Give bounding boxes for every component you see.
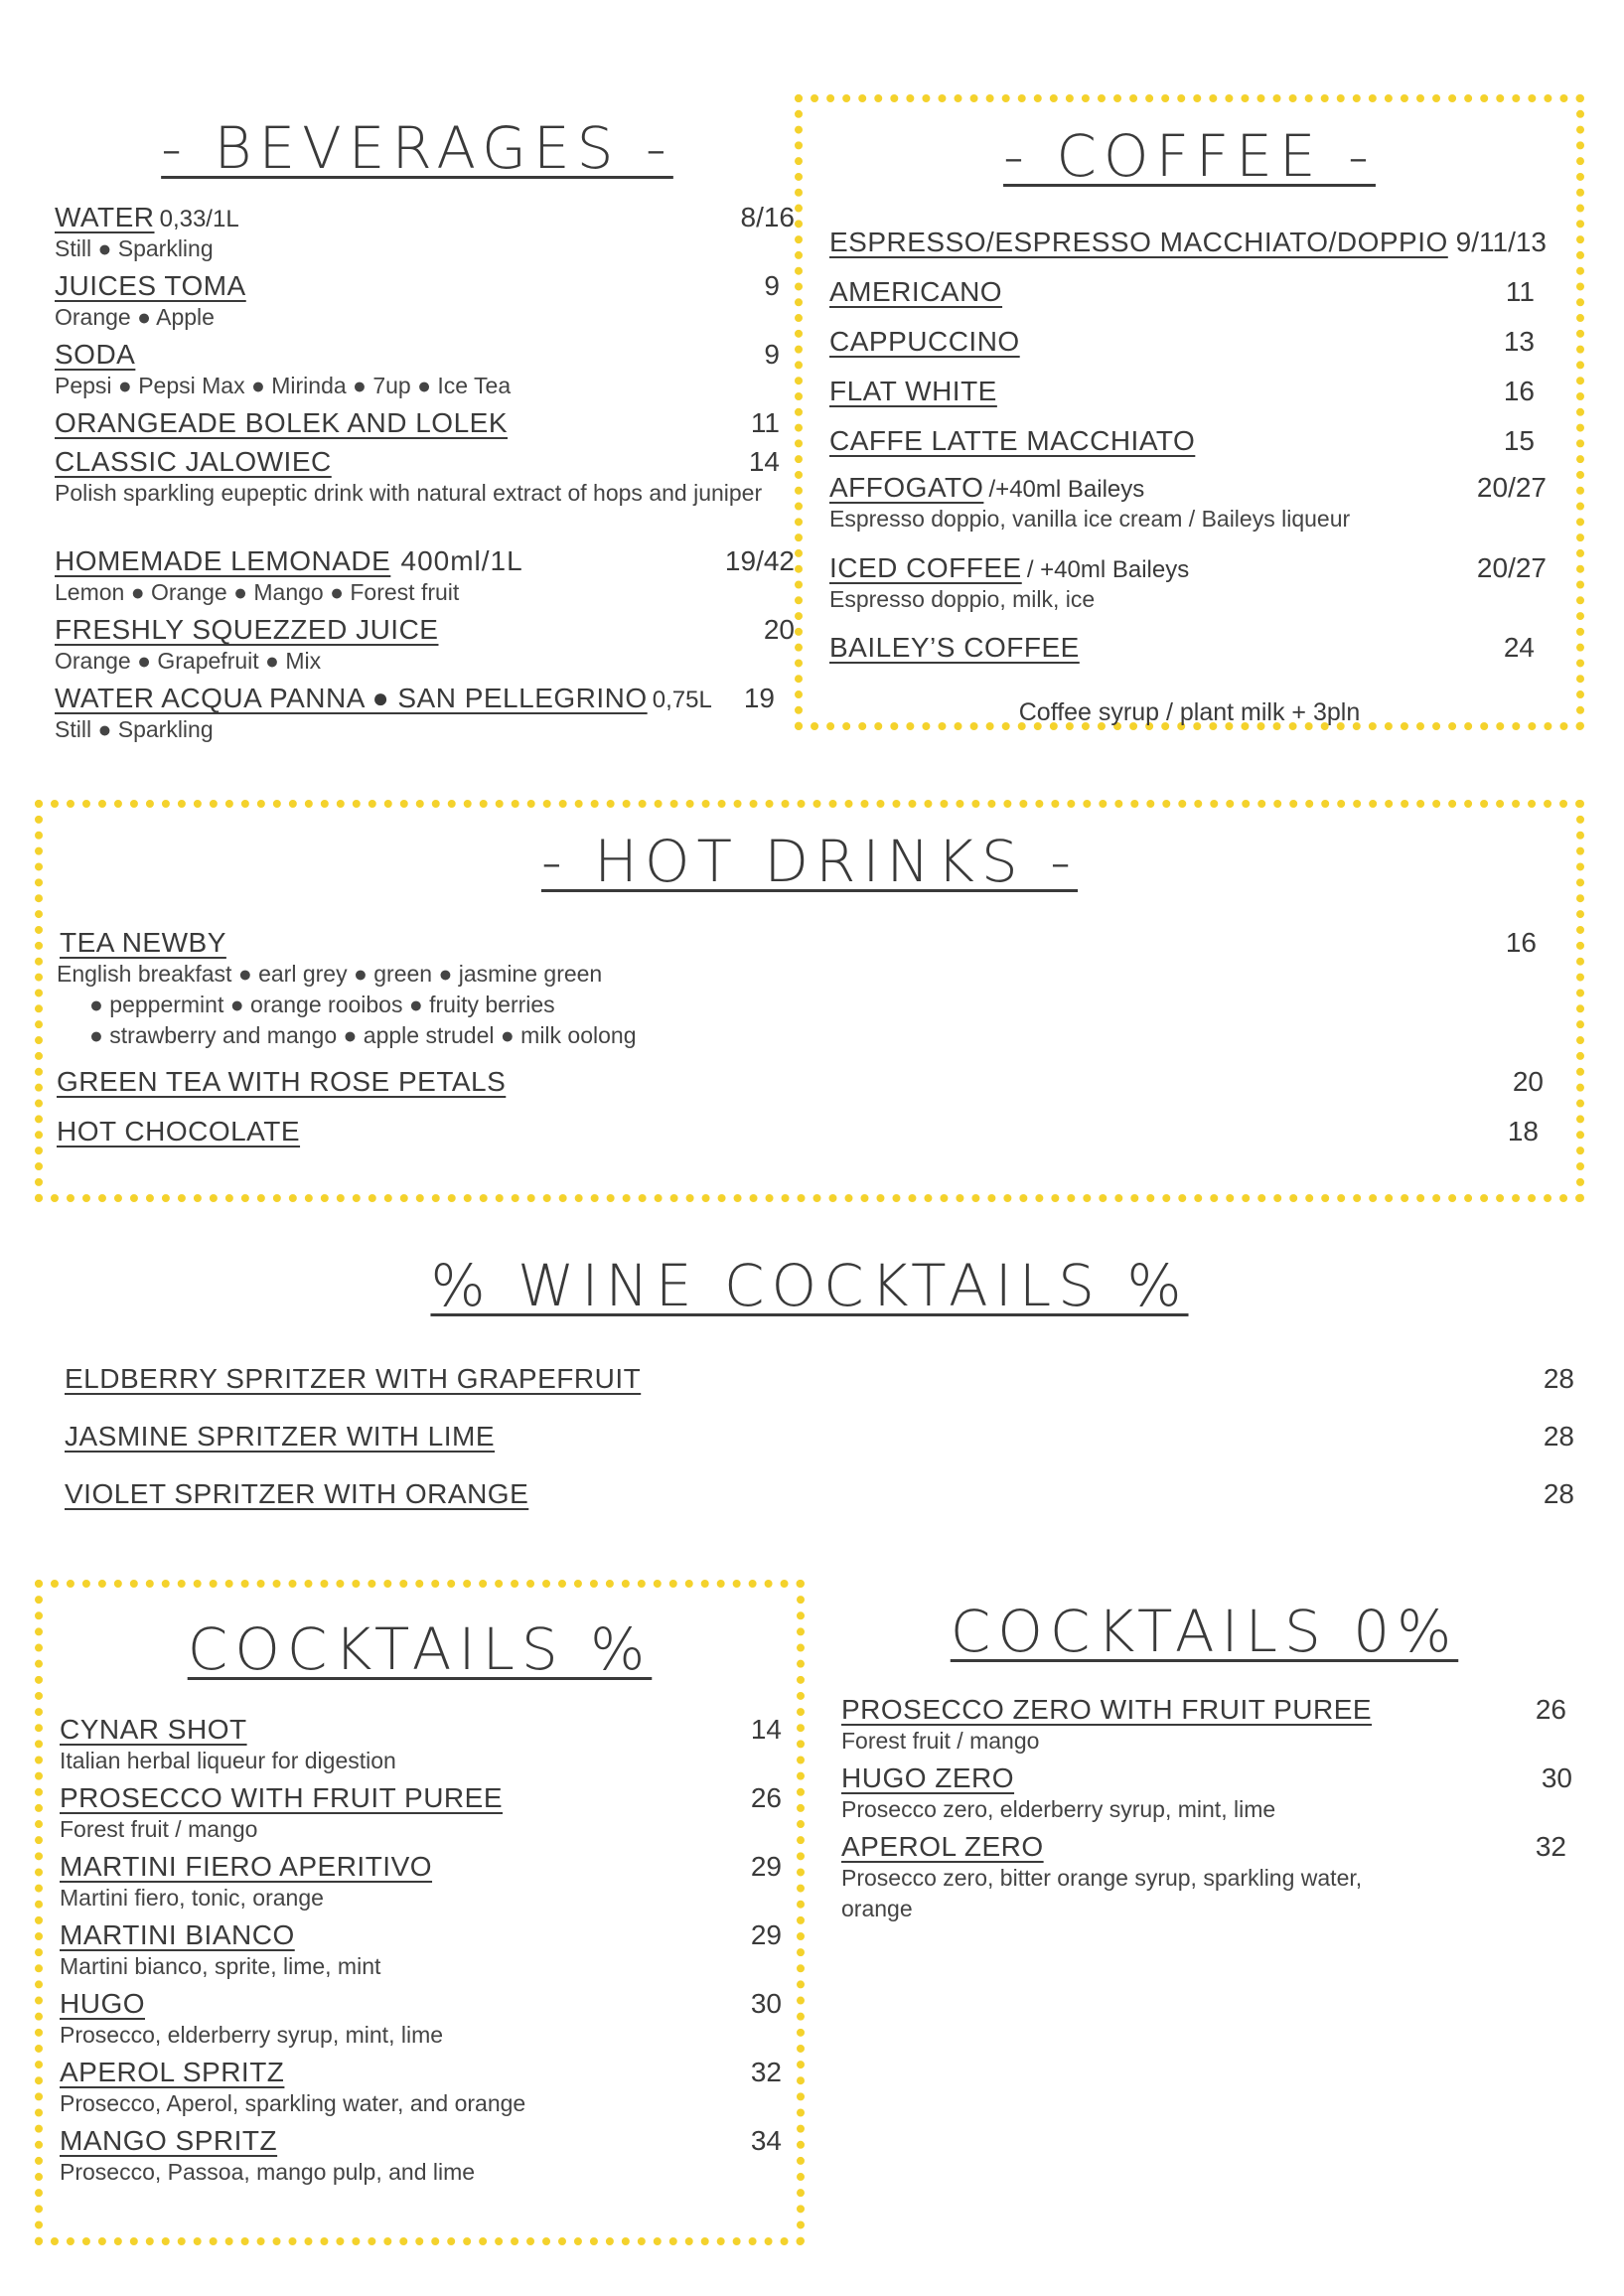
cocktails-section [35, 1580, 805, 2245]
item-addon: / +40ml Baileys [1026, 556, 1190, 583]
item-price: 26 [1535, 1694, 1566, 1725]
item-price: 9 [764, 270, 780, 301]
menu-item [829, 326, 1020, 358]
item-name: WATER ACQUA PANNA ● SAN PELLEGRINO [55, 683, 648, 713]
menu-item [829, 227, 1448, 258]
item-price: 13 [1503, 326, 1535, 357]
item-description: Still ● Sparkling [55, 716, 214, 742]
item-name: MARTINI BIANCO [60, 1919, 295, 1950]
item-name: FLAT WHITE [829, 376, 997, 406]
item-name: AMERICANO [829, 276, 1003, 307]
menu-item [55, 202, 651, 264]
item-price: 15 [1503, 425, 1535, 456]
menu-item [841, 1831, 1457, 1924]
menu-item [60, 1988, 656, 2051]
item-name: TEA NEWBY [60, 927, 226, 958]
item-price: 9/11/13 [1455, 227, 1547, 257]
item-name: MARTINI FIERO APERITIVO [60, 1851, 433, 1882]
item-name: ELDBERRY SPRITZER WITH GRAPEFRUIT [65, 1363, 642, 1394]
item-description: Martini fiero, tonic, orange [60, 1885, 324, 1911]
menu-item [829, 632, 1080, 664]
item-description: Italian herbal liqueur for digestion [60, 1748, 396, 1773]
item-price: 32 [1535, 1831, 1566, 1862]
item-name: ORANGEADE BOLEK AND LOLEK [55, 407, 508, 438]
item-price: 29 [750, 1919, 782, 1950]
item-name: ICED COFFEE [829, 552, 1022, 583]
item-volume: 400ml/1L [400, 545, 523, 576]
item-description: ● peppermint ● orange rooibos ● fruity berries [89, 992, 555, 1017]
hot-drinks-title: - HOT DRINKS - [540, 828, 1079, 895]
menu-item [829, 472, 1445, 535]
item-price: 28 [1543, 1363, 1574, 1394]
menu-item [841, 1694, 1457, 1757]
item-price: 28 [1543, 1421, 1574, 1452]
hot-drinks-section [35, 800, 1584, 1202]
beverages-title: - BEVERAGES - [161, 114, 673, 182]
item-description: Polish sparkling eupeptic drink with natural extract of hops and juniper [55, 480, 763, 506]
menu-item [829, 276, 1002, 308]
coffee-title: - COFFEE - [1003, 122, 1376, 190]
item-price: 19 [743, 683, 775, 713]
item-price: 19/42 [724, 545, 795, 576]
item-name: HOT CHOCOLATE [57, 1116, 301, 1147]
item-description: Prosecco, elderberry syrup, mint, lime [60, 2022, 444, 2048]
item-price: 30 [750, 1988, 782, 2019]
item-name: GREEN TEA WITH ROSE PETALS [57, 1066, 507, 1097]
menu-item [60, 1851, 656, 1913]
coffee-addon-note: Coffee syrup / plant milk + 3pln [1018, 698, 1361, 726]
item-price: 18 [1507, 1116, 1539, 1147]
coffee-section [795, 94, 1584, 730]
cocktails-zero-title: COCKTAILS 0% [950, 1598, 1459, 1665]
item-name: JUICES TOMA [55, 270, 246, 301]
menu-item [57, 1116, 300, 1148]
menu-item [841, 1762, 1457, 1825]
item-description: Prosecco, Aperol, sparkling water, and orange [60, 2090, 526, 2116]
item-volume: 0,75L [652, 687, 712, 713]
menu-item [65, 1421, 495, 1453]
item-price: 26 [750, 1782, 782, 1813]
item-name: CAFFE LATTE MACCHIATO [829, 425, 1196, 456]
item-price: 20/27 [1476, 552, 1547, 583]
item-name: PROSECCO ZERO WITH FRUIT PUREE [841, 1694, 1373, 1725]
item-price: 16 [1505, 927, 1537, 958]
menu-item [829, 552, 1445, 615]
wine-cocktails-section [35, 1232, 1584, 1530]
item-description: Prosecco zero, bitter orange syrup, sparkling water, orange [841, 1865, 1363, 1921]
menu-item [829, 425, 1195, 457]
item-description: English breakfast ● earl grey ● green ● jasmine green [57, 961, 603, 987]
item-name: AFFOGATO [829, 472, 984, 503]
menu-item [65, 1478, 528, 1510]
item-description: Martini bianco, sprite, lime, mint [60, 1953, 381, 1979]
item-description: Orange ● Grapefruit ● Mix [55, 648, 322, 674]
item-price: 16 [1503, 376, 1535, 406]
item-name: PROSECCO WITH FRUIT PUREE [60, 1782, 504, 1813]
item-price: 24 [1503, 632, 1535, 663]
item-name: WATER [55, 202, 155, 232]
menu-item [55, 545, 690, 608]
item-name: VIOLET SPRITZER WITH ORANGE [65, 1478, 529, 1509]
item-price: 11 [750, 407, 780, 438]
item-description: Espresso doppio, milk, ice [829, 586, 1096, 612]
menu-item [55, 407, 651, 439]
item-name: JASMINE SPRITZER WITH LIME [65, 1421, 496, 1452]
item-description: ● strawberry and mango ● apple strudel ● milk oolong [89, 1022, 637, 1048]
item-description: Pepsi ● Pepsi Max ● Mirinda ● 7up ● Ice Tea [55, 373, 512, 398]
item-price: 34 [750, 2125, 782, 2156]
menu-item [60, 2057, 656, 2119]
item-description: Forest fruit / mango [841, 1728, 1040, 1754]
item-description: Prosecco, Passoa, mango pulp, and lime [60, 2159, 476, 2185]
item-price: 30 [1541, 1762, 1572, 1793]
item-name: HUGO ZERO [841, 1762, 1015, 1793]
menu-item [55, 683, 750, 745]
item-volume: 0,33/1L [159, 206, 239, 232]
item-price: 32 [750, 2057, 782, 2087]
item-description: Orange ● Apple [55, 304, 215, 330]
item-price: 29 [750, 1851, 782, 1882]
item-description: Espresso doppio, vanilla ice cream / Baileys liqueur [829, 506, 1351, 532]
item-name: CYNAR SHOT [60, 1714, 247, 1745]
cocktails-title: COCKTAILS % [187, 1615, 653, 1683]
item-name: APEROL SPRITZ [60, 2057, 285, 2087]
item-price: 8/16 [740, 202, 795, 232]
item-price: 14 [748, 446, 780, 477]
cocktails-zero-section [824, 1580, 1584, 1977]
item-name: FRESHLY SQUEZZED JUICE [55, 614, 439, 645]
item-name: HOMEMADE LEMONADE [55, 545, 391, 576]
menu-item [60, 1919, 656, 1982]
wine-cocktails-title: % WINE COCKTAILS % [430, 1252, 1189, 1319]
item-name: APEROL ZERO [841, 1831, 1044, 1862]
item-price: 20 [763, 614, 795, 645]
menu-item [57, 927, 637, 1051]
menu-item [60, 2125, 656, 2188]
menu-item [829, 376, 997, 407]
item-name: MANGO SPRITZ [60, 2125, 278, 2156]
item-name: CLASSIC JALOWIEC [55, 446, 332, 477]
menu-item [55, 339, 690, 401]
item-price: 20 [1512, 1066, 1544, 1097]
item-name: SODA [55, 339, 136, 370]
item-price: 11 [1505, 276, 1535, 307]
menu-item [55, 270, 651, 333]
menu-item [60, 1782, 656, 1845]
item-description: Lemon ● Orange ● Mango ● Forest fruit [55, 579, 460, 605]
item-name: ESPRESSO/ESPRESSO MACCHIATO/DOPPIO [829, 227, 1448, 257]
menu-item [60, 1714, 656, 1776]
item-price: 20/27 [1476, 472, 1547, 503]
menu-item [57, 1066, 506, 1098]
item-price: 28 [1543, 1478, 1574, 1509]
item-price: 9 [764, 339, 780, 370]
item-addon: /+40ml Baileys [988, 476, 1145, 503]
item-price: 14 [750, 1714, 782, 1745]
beverages-section [40, 94, 795, 750]
menu-item [55, 446, 770, 509]
item-name: BAILEY’S COFFEE [829, 632, 1080, 663]
item-name: HUGO [60, 1988, 145, 2019]
menu-item [55, 614, 651, 677]
item-description: Still ● Sparkling [55, 235, 214, 261]
menu-item [65, 1363, 641, 1395]
item-name: CAPPUCCINO [829, 326, 1020, 357]
item-description: Prosecco zero, elderberry syrup, mint, lime [841, 1796, 1276, 1822]
item-description: Forest fruit / mango [60, 1816, 258, 1842]
